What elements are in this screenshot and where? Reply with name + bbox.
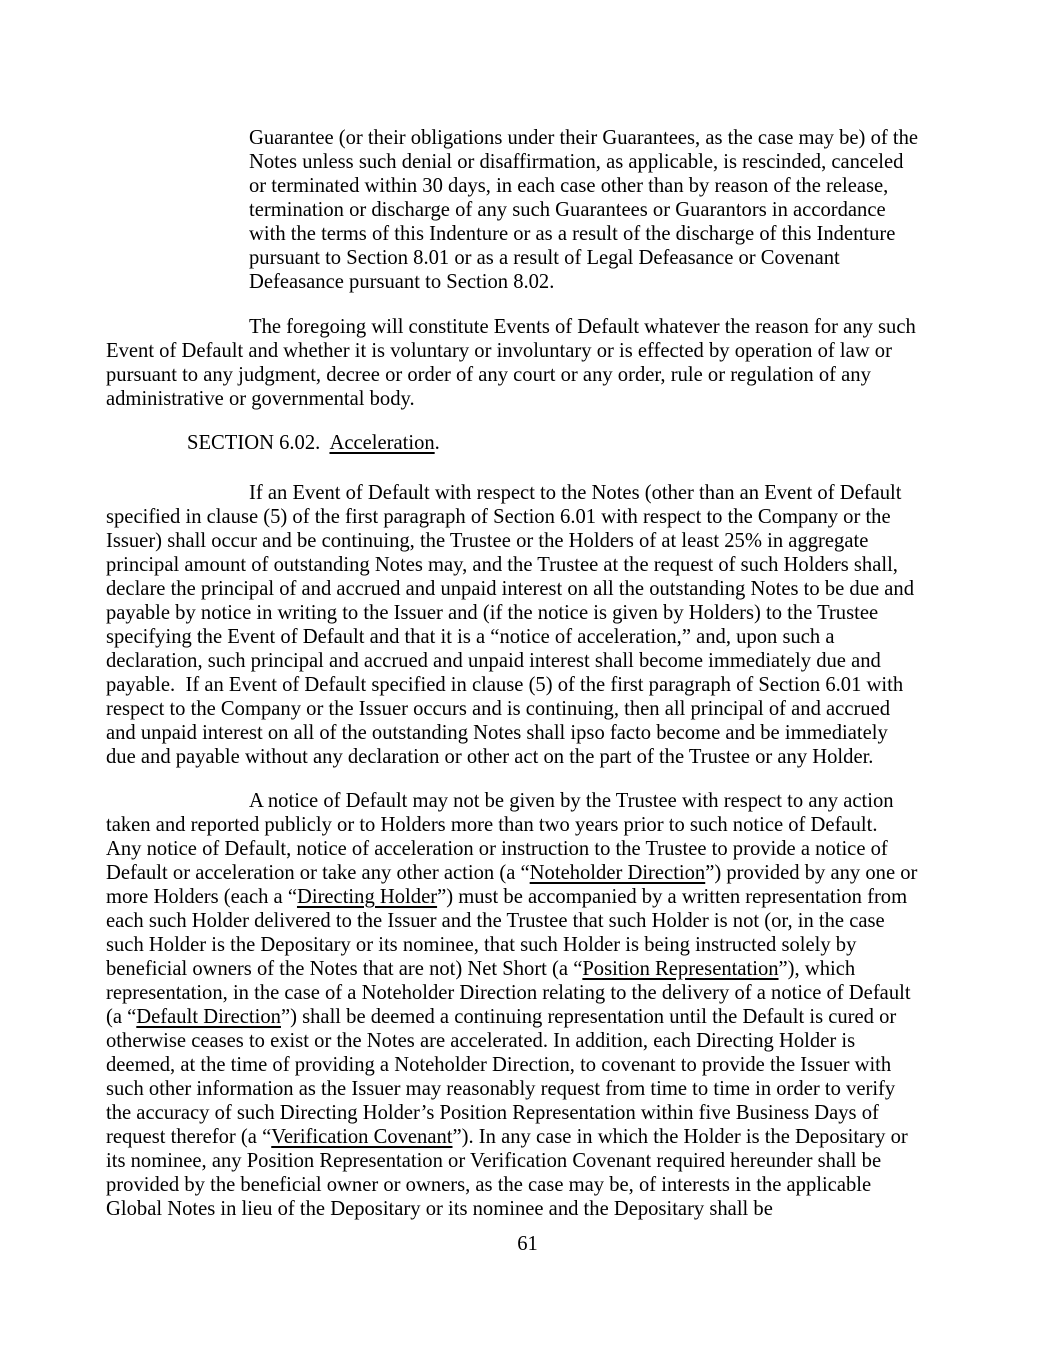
text-run: SECTION 6.02. <box>187 432 321 454</box>
text-run: ”), which representation, in the case of a Noteholder Direction relating to the delivery of a notice of Default (a “ <box>106 958 916 1028</box>
text-run: A notice of Default may not be given by the Trustee with respect to any action taken and reported publicly or to Holders more than two years prior to such notice of Default. Any notice of Default, notice of acceleration or instruction to the Trustee to provide a notice of Default or acceleration or take any other action (a “ <box>106 790 899 884</box>
text-run: If an Event of Default with respect to the Notes (other than an Event of Default specified in clause (5) of the first paragraph of Section 6.01 with respect to the Company or the Issuer) shall occur and be continuing, the Trustee or the Holders of at least 25% in aggregate principal amount of outstanding Notes may, and the Trustee at the request of such Holders shall, declare the principal of and accrued and unpaid interest on all the outstanding Notes to be due and payable by notice in writing to the Issuer and (if the notice is given by Holders) to the Trustee specifying the Event of Default and that it is a “notice of acceleration,” and, upon such a declaration, such principal and accrued and unpaid interest shall become immediately due and payable. If an Event of Default specified in clause (5) of the first paragraph of Section 6.01 with respect to the Company or the Issuer occurs and is continuing, then all principal of and accrued and unpaid interest on all of the outstanding Notes shall ipso facto become and be immediately due and payable without any declaration or other act on the part of the Trustee or any Holder. <box>106 482 920 768</box>
text-run: ”) provided by any one or more Holders (each a “ <box>106 862 923 908</box>
underlined-term: Verification Covenant <box>271 1126 453 1148</box>
paragraph-noteholder-direction <box>106 789 923 1221</box>
section-heading-6-02-acceleration <box>187 431 920 455</box>
underlined-term: Position Representation <box>582 958 779 980</box>
text-run: Guarantee (or their obligations under their Guarantees, as the case may be) of the Notes unless such denial or disaffirmation, as applicable, is rescinded, canceled or terminated within 30 days, in each case other than by reason of the release, termination or discharge of any such Guarantees or Guarantors in accordance with the terms of this Indenture or as a result of the discharge of this Indenture pursuant to Section 8.01 or as a result of Legal Defeasance or Covenant Defeasance pursuant to Section 8.02. <box>249 127 924 293</box>
text-run: ”). In any case in which the Holder is the Depositary or its nominee, any Position Representation or Verification Covenant required hereunder shall be provided by the beneficial owner or owners, as the case may be, of interests in the applicable Global Notes in lieu of the Depositary or its nominee and the Depositary shall be <box>106 1126 913 1220</box>
text-run: The foregoing will constitute Events of Default whatever the reason for any such Event of Default and whether it is voluntary or involuntary or is effected by operation of law or pursuant to any judgment, decree or order of any court or any order, rule or regulation of any administrative or governmental body. <box>106 316 921 410</box>
underlined-term: Directing Holder <box>296 886 438 908</box>
document-content <box>106 0 924 1241</box>
text-run: . <box>434 432 440 454</box>
text-run: ”) shall be deemed a continuing representation until the Default is cured or otherwise ceases to exist or the Notes are accelerated. In addition, each Directing Holder is deemed, at the time of providing a Noteholder Direction, to covenant to provide the Issuer with such other information as the Issuer may reasonably request from time to time in order to verify the accuracy of such Directing Holder’s Position Representation within five Business Days of request therefor (a “ <box>106 1006 902 1148</box>
paragraph-foregoing-events-of-default <box>106 315 920 411</box>
blockquote-paragraph-guarantee <box>249 126 924 294</box>
page-number: 61 <box>517 1233 538 1255</box>
text-run: ”) must be accompanied by a written representation from each such Holder delivered to the Issuer and the Trustee that such Holder is not (or, in the case such Holder is the Depositary or its nominee, that such Holder is being instructed solely by beneficial owners of the Notes that are not) Net Short (a “ <box>106 886 913 980</box>
underlined-term: Default Direction <box>136 1006 281 1028</box>
underlined-term: Acceleration <box>329 432 435 454</box>
underlined-term: Noteholder Direction <box>529 862 706 884</box>
paragraph-acceleration-terms <box>106 481 920 769</box>
